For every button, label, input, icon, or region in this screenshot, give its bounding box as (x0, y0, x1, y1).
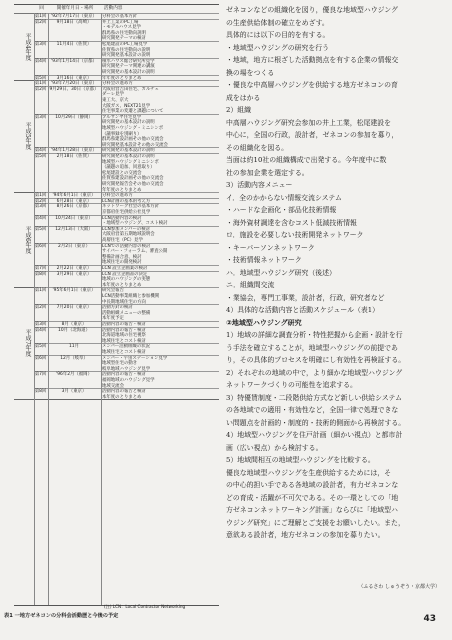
text-line: イ．全のかからない情報交流システム (226, 193, 342, 202)
row-number: 第7回 (34, 372, 47, 378)
row-number: 第1回 (34, 81, 47, 87)
table-row (34, 243, 219, 266)
row-number: 第8回 (34, 271, 47, 277)
table-row (34, 327, 219, 345)
content-line: 群馬県建設計画その他の交流会 (102, 137, 164, 143)
text-line: 4）具体的な活動内容と活動スケジュール（表1） (226, 306, 380, 314)
row-date: 9月29日、30日（京都） (49, 86, 99, 92)
row-number: 第5回 (34, 226, 47, 232)
text-line: り，その具体的プロセスを明確にし有効性を再検証する。 (226, 356, 406, 364)
year-group (14, 13, 219, 81)
content-line: ダーレ見学 (102, 92, 124, 98)
content-line: 本年度予定 (102, 316, 124, 322)
content-line: メンバー活動組織の状況 (102, 344, 150, 350)
row-number: 第3回 (34, 321, 47, 327)
text-line: 優良な地域型ハウジングを生産供給するためには，そ (226, 468, 392, 477)
row-date: 3月29日（東京） (56, 271, 92, 277)
text-line: 3）活動内容メニュー (226, 181, 293, 189)
row-content (102, 42, 219, 59)
activity-table (14, 4, 219, 606)
content-line: LCN 設立企画書の決定 (102, 271, 148, 277)
row-date: '93年1月14日（京都） (51, 58, 97, 64)
content-line: 地域型ハウジング・ミニシンポ (102, 125, 164, 131)
page-number: 43 (423, 614, 436, 624)
content-line: 年年度のとりまとめ (102, 75, 142, 81)
row-date: 2月22日（東京） (56, 265, 92, 271)
content-line: LCN活動内容の検討 (102, 215, 142, 221)
content-line: （議事録を別刷り） (102, 131, 142, 137)
content-line: 分科会の進め方 (102, 81, 133, 87)
table-row (34, 114, 219, 149)
row-number: 第3回 (34, 114, 47, 120)
text-line: 2）それぞれの地域の中で，より細かな地域型ハウジング (226, 368, 403, 377)
year-group (14, 192, 219, 288)
content-line: 地域のハウジングの実態 (102, 277, 151, 283)
row-number: 第5回 (34, 344, 47, 350)
table-row (34, 58, 219, 76)
content-line: 本年度のとりまとめ (102, 282, 142, 288)
row-date: '95年6月1日（東京） (52, 288, 96, 294)
text-line: 1）地域の詳細な調査分析・特性把握から企画・設計を行 (226, 331, 403, 339)
row-number: 第4回 (34, 215, 47, 221)
row-date: 2月2日（東京） (58, 243, 90, 249)
content-line: 研究会報告 (102, 288, 124, 294)
row-content (102, 328, 219, 345)
content-line: 地域交流会 (102, 383, 124, 389)
content-line: 年年度のとりまとめ (102, 187, 142, 193)
content-line: 活動内容の報告・検討 (102, 327, 146, 333)
text-line: ・地域型ハウジングの研究を行う (226, 43, 330, 52)
text-line: 意欲ある設計者，地方ゼネコンの参加を募りたい。 (226, 531, 385, 539)
content-line: 岐阜地域ハウジング見学 (102, 366, 151, 372)
row-content (102, 87, 219, 115)
row-date: 12月（岐阜） (60, 355, 88, 361)
content-line: 松尾建設との交流会 (102, 170, 142, 176)
text-line: ハ．地域型ハウジング研究（後述） (226, 268, 336, 277)
content-line: 活動内容の報告・検討 (102, 321, 146, 327)
content-line: 研究開発報告会その他の交流会 (102, 181, 164, 187)
content-line: 地域型住宅の動き (102, 361, 138, 367)
content-line: 活動内容の報告と検討 (102, 389, 146, 395)
content-line: 京都府住宅供給公社見学 (102, 209, 151, 215)
author-credit: （ふるさわ しゅうぞう・京都大学） (358, 584, 440, 590)
content-line: ・地域型ハウジング、コスト検討 (102, 221, 168, 227)
table-row (34, 86, 219, 115)
text-line: い問題点を計画的・制度的・技術的側面から再検討する。 (226, 418, 406, 427)
text-line: どの育成・活躍が不可欠である。その一環としての「地 (226, 493, 399, 502)
row-number: 第1回 (34, 14, 47, 19)
row-content (102, 227, 219, 244)
table-row (34, 226, 219, 244)
content-line: ・モデルハウス見学 (102, 25, 141, 31)
row-date: 8月（東京） (61, 321, 87, 327)
text-line: の各地域での適用・有効性など，全国一律で処理できな (226, 406, 399, 414)
header-date: 開催年月日・場所 (56, 6, 94, 11)
content-line: 分科会の進め方 (102, 193, 133, 199)
content-line: 活動方針の検討 (102, 305, 133, 311)
content-line: LCN 設立企画案の検討 (102, 265, 148, 271)
text-line: 2）組織 (226, 106, 252, 114)
year-group (14, 287, 219, 400)
section-heading: ②地域型ハウジング研究 (226, 318, 302, 327)
content-line: 大阪府営第五期地域説明会 (102, 232, 155, 238)
row-number: 第5回 (34, 75, 47, 81)
table-row (34, 41, 219, 59)
table-row (34, 19, 219, 42)
year-label: 平成7年度 (24, 329, 31, 358)
year-label: 平成6年度 (24, 225, 31, 254)
content-line: 研究開発の基本設計の説明 (102, 148, 155, 154)
row-date: '93年7月20日（東京） (51, 81, 97, 87)
column-divider (34, 13, 35, 605)
row-date: 10月（北海道） (58, 327, 90, 333)
content-line: ブルサンヤ住宅見学 (102, 114, 142, 120)
content-line: 地域住宅とコスト検討 (102, 349, 146, 355)
content-line: 積水ハウス総合研究所見学 (102, 58, 155, 64)
row-number: 第4回 (34, 58, 47, 64)
row-date: 8月26日（京都） (56, 204, 92, 210)
row-date: '96年2月（福岡） (56, 372, 92, 378)
year-group (14, 80, 219, 193)
text-line: う手法を確立することが，地域型ハウジングの前提であ (226, 343, 398, 352)
row-number: 第7回 (34, 265, 47, 271)
row-date: 10月29日（静岡） (55, 114, 93, 120)
text-line: 換の場をつくる (226, 68, 275, 77)
row-number: 第4回 (34, 327, 47, 333)
content-line: 研究開発の基本設計の説明 (102, 69, 155, 75)
row-content (102, 272, 219, 289)
text-line: 中高層ハウジング研究会参加の井上工業，松尾建設を (226, 118, 392, 127)
table-row (34, 271, 219, 289)
body-text (226, 4, 440, 542)
row-content (102, 115, 219, 149)
text-line: ・優良な中高層ハウジングを供給する地方ゼネコンの育 (226, 81, 398, 89)
content-line: 松尾建設のPC工場見学 (102, 42, 148, 47)
content-line: 整備計画合意、検討 (102, 254, 142, 260)
content-line: 高層住宅（PC）見学 (102, 237, 143, 243)
row-number: 第2回 (34, 19, 47, 25)
content-line: 井上工業のPC工場 (102, 19, 139, 25)
row-date: 10月24日（東京） (55, 215, 93, 221)
content-line: 活動組織メニューの整備 (102, 310, 151, 316)
row-content (102, 356, 219, 373)
row-date: '92年7月17日（東京） (51, 14, 97, 19)
content-line: 佐賀県建設計画その他の交流会 (102, 176, 164, 182)
header-no: 回 (39, 6, 44, 11)
content-line: 佐賀県の住宅動向の説明 (102, 47, 151, 53)
text-line: ニ．組織間交流 (226, 281, 275, 289)
row-number: 第2回 (34, 305, 47, 311)
table-caption: 表1 一地方ゼネコンの分科会活動歴と今後の予定 (4, 613, 119, 619)
row-content (102, 372, 219, 389)
text-line: ・地域，地方に根ざした活動拠点を有する企業の情報交 (226, 56, 399, 64)
row-date: '94年1月28日（東京） (51, 148, 97, 154)
content-line: （議題の追加、同意取り） (102, 165, 155, 171)
text-line: 5）地域間相互の地域型ハウジングを比較する。 (226, 456, 375, 464)
text-line: 3）特優賃制度・二段階供給方式など新しい供給システム (226, 393, 402, 402)
content-line: 住宅事業の変遷と課題について (102, 109, 164, 115)
text-line: の中心的担い手である各地域の設計者，有力ゼネコンな (226, 481, 399, 489)
row-content (102, 59, 219, 76)
text-line: 方ゼネコンネットワーキング計画」ならびに「地域型ハ (226, 506, 398, 514)
content-line: 研究開発テーマ関連の講演 (102, 64, 155, 70)
text-line: 成をはかる (226, 93, 261, 102)
content-line: LCN活動事業組織と参加機関 (102, 293, 160, 299)
content-line: 研究開発基本設計の説明 (102, 53, 151, 59)
text-line: 画（広い視点）から検討する。 (226, 443, 323, 452)
text-line: 中心に，全国の行政，設計者，ゼネコンの参加を募り， (226, 131, 399, 139)
column-divider (48, 13, 49, 605)
content-line: ネットワーク社会の基本方針 (102, 204, 160, 210)
row-date: '94年6月1日（東京） (52, 193, 96, 199)
year-label: 平成4年度 (24, 32, 31, 61)
row-number: 第6回 (34, 355, 47, 361)
row-date: 11月 (69, 344, 79, 350)
row-date: 7月20日（東京） (56, 305, 92, 311)
row-number: 第6回 (34, 243, 47, 249)
table-row (34, 287, 219, 305)
content-line: 群馬県の住宅動向説明 (102, 30, 146, 36)
row-content (102, 20, 219, 42)
text-line: ネットワークづくりの可能性を追求する。 (226, 381, 357, 389)
text-line: 4）地域型ハウジングを住戸計画（細かい視点）と都市計 (226, 431, 403, 439)
text-line: ・海外資材調達を含むコスト低減技術情報 (226, 218, 357, 227)
row-content (102, 244, 219, 266)
row-number: 第2回 (34, 86, 47, 92)
row-number: 第8回 (34, 389, 47, 395)
row-content (102, 305, 219, 322)
content-line: 研究開発の基本設計の説明 (102, 153, 155, 159)
content-line: 地域住宅の開発検討 (102, 260, 142, 266)
column-divider (101, 13, 102, 605)
row-date: 3月16日（東京） (56, 75, 92, 81)
table-row (34, 371, 219, 389)
content-line: 活動内容の報告・検討 (102, 372, 146, 378)
table-row (34, 355, 219, 373)
row-number: 第2回 (34, 198, 47, 204)
content-line: 中長期地域住宅の方向 (102, 299, 146, 305)
row-number: 第3回 (34, 204, 47, 210)
text-line: ・技術情報ネットワーク (226, 256, 302, 264)
row-content (102, 154, 219, 193)
row-date: 6月28日（東京） (56, 198, 92, 204)
text-line: 具体的には以下の目的を有する。 (226, 31, 330, 39)
text-line: その組織化を図る。 (226, 143, 289, 152)
row-date: 3月（東京） (61, 389, 87, 395)
row-number: 第1回 (34, 288, 47, 294)
content-line: 地域型ハウジングミニシンポ (102, 159, 159, 165)
content-line: 福岡地域のハウジング見学 (102, 377, 155, 383)
content-line: 東工大、京大 (102, 97, 129, 103)
content-line: 分科会の基本方針 (102, 14, 138, 19)
row-content (102, 288, 219, 305)
year-label: 平成5年度 (24, 122, 31, 151)
table-row (34, 304, 219, 322)
content-line: 大阪府営吉田住宅、カルチェ (102, 86, 159, 92)
row-number: 第1回 (34, 193, 47, 199)
row-date: 11月4日（佐賀） (56, 42, 92, 47)
content-line: サイバー・フォーラム、審査公開 (102, 249, 168, 255)
content-line: 地域住宅とコスト検討 (102, 338, 146, 344)
content-line: 本年度のとりまとめ (102, 394, 142, 400)
text-line: 当面は約10社の組織構成で出発する。今年度中に数 (226, 156, 387, 164)
content-line: 大阪ガス、NEXT21見学 (102, 103, 151, 109)
content-line: メンバー・宇宙ステーション見学 (102, 355, 168, 361)
text-line: ゼネコンなどの組織化を図り，優良な地域型ハウジング (226, 6, 398, 14)
row-date: 12月13日（大阪） (55, 226, 93, 232)
row-number: 第5回 (34, 153, 47, 159)
row-number: 第3回 (34, 42, 47, 47)
text-line: ・キーパーソンネットワーク (226, 243, 315, 252)
row-number: 第4回 (34, 148, 47, 154)
content-line: LCNでの活動内容の検討 (102, 243, 151, 249)
table-row (34, 388, 219, 400)
content-line: 研究開発基本設計その他の交流会 (102, 142, 168, 148)
text-line: ・ハードな企画化・部品化技術情報 (226, 206, 337, 214)
content-line: 北海道地域の住宅視察 (102, 333, 146, 339)
header-content: 活動内容 (104, 6, 123, 11)
content-line: LCN計画の基本的考え方 (102, 198, 151, 204)
content-line: LCN参加メンバーの検討 (102, 226, 151, 232)
content-line: 研究開発テーマの検討 (102, 36, 146, 42)
table-row (34, 153, 219, 193)
table-footnote: (注) LCN：Local Contractor Networking (104, 604, 186, 609)
row-date: 9月18日（高崎） (56, 19, 92, 25)
text-line: 社の参加企業を選定する。 (226, 168, 309, 177)
text-line: ウジング研究」にご理解とご支援をお願いしたい。また， (226, 518, 405, 527)
text-line: ロ．施設を必要しない技術開発ネットワーク (226, 231, 364, 239)
content-line: 研究開発の基本設計の説明 (102, 120, 155, 126)
row-date: 2月18日（佐賀） (56, 153, 92, 159)
text-line: の生産供給体制の確立をめざす。 (226, 18, 329, 27)
text-line: ・業協会，専門工事業，設計者，行政，研究者など (226, 293, 385, 302)
row-content (102, 389, 219, 400)
